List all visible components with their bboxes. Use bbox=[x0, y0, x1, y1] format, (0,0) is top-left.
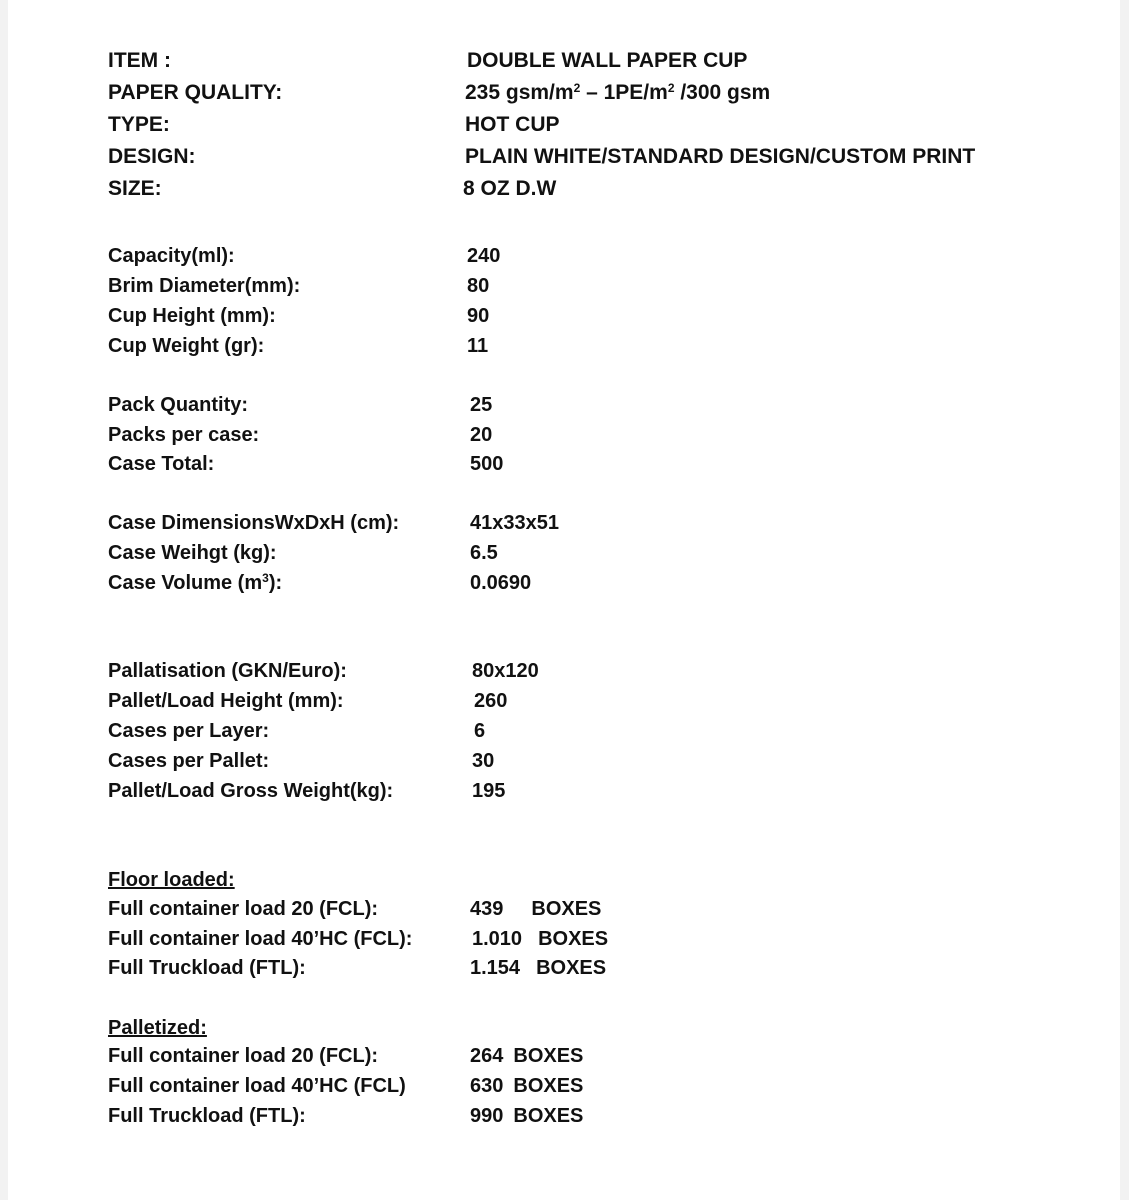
spec-row bbox=[108, 242, 1108, 270]
spec-value: 25 bbox=[470, 394, 493, 416]
load-label: Full container load 40’HC (FCL): bbox=[108, 928, 413, 950]
spec-label: Cases per Layer: bbox=[108, 720, 270, 742]
spec-value: 6 bbox=[474, 720, 486, 742]
spec-value: 11 bbox=[467, 335, 489, 357]
spec-label: Packs per case: bbox=[108, 424, 260, 446]
type-value: HOT CUP bbox=[465, 113, 560, 136]
spec-value: 20 bbox=[470, 424, 493, 446]
spec-row bbox=[108, 717, 1108, 745]
type-row bbox=[108, 111, 1108, 139]
spec-label: Pallatisation (GKN/Euro): bbox=[108, 660, 347, 682]
item-label: ITEM : bbox=[108, 49, 171, 72]
spec-label: Cup Weight (gr): bbox=[108, 335, 265, 357]
item-value: DOUBLE WALL PAPER CUP bbox=[467, 49, 748, 72]
case-dimensions-value: 41x33x51 bbox=[470, 512, 559, 534]
spec-value: 80 bbox=[467, 275, 490, 297]
load-unit: BOXES bbox=[531, 898, 602, 920]
load-value: 1.010 BOXES bbox=[472, 928, 609, 950]
load-value: 630 BOXES bbox=[470, 1075, 584, 1097]
case-volume-row bbox=[108, 569, 1108, 597]
case-weight-value: 6.5 bbox=[470, 542, 498, 564]
spec-value: 30 bbox=[472, 750, 495, 772]
type-label: TYPE: bbox=[108, 113, 170, 136]
load-unit: BOXES bbox=[513, 1075, 584, 1097]
load-value: 264 BOXES bbox=[470, 1045, 584, 1067]
spec-row bbox=[108, 332, 1108, 360]
floor-loaded-title: Floor loaded: bbox=[108, 869, 235, 891]
load-label: Full container load 20 (FCL): bbox=[108, 1045, 379, 1067]
spec-row bbox=[108, 391, 1108, 419]
document-page bbox=[8, 0, 1120, 1200]
size-row bbox=[108, 175, 1108, 203]
spec-label: Pallet/Load Gross Weight(kg): bbox=[108, 780, 394, 802]
spec-label: Case Total: bbox=[108, 453, 215, 475]
item-row bbox=[108, 47, 1108, 75]
spec-label: Capacity(ml): bbox=[108, 245, 235, 267]
spec-row bbox=[108, 450, 1108, 478]
load-unit: BOXES bbox=[513, 1105, 584, 1127]
spec-label: Cup Height (mm): bbox=[108, 305, 276, 327]
load-label: Full Truckload (FTL): bbox=[108, 1105, 306, 1127]
spec-row bbox=[108, 777, 1108, 805]
palletized-title: Palletized: bbox=[108, 1017, 207, 1039]
spec-row bbox=[108, 272, 1108, 300]
spec-value: 80x120 bbox=[472, 660, 539, 682]
load-label: Full Truckload (FTL): bbox=[108, 957, 306, 979]
spec-row bbox=[108, 747, 1108, 775]
load-row bbox=[108, 1102, 1108, 1130]
load-row bbox=[108, 1072, 1108, 1100]
load-row bbox=[108, 1042, 1108, 1070]
paper-quality-label: PAPER QUALITY: bbox=[108, 81, 283, 104]
load-unit: BOXES bbox=[513, 1045, 584, 1067]
load-label: Full container load 40’HC (FCL) bbox=[108, 1075, 406, 1097]
spec-label: Brim Diameter(mm): bbox=[108, 275, 301, 297]
case-dimensions-label: Case DimensionsWxDxH (cm): bbox=[108, 512, 400, 534]
spec-row bbox=[108, 421, 1108, 449]
load-unit: BOXES bbox=[538, 928, 609, 950]
spec-value: 260 bbox=[474, 690, 508, 712]
load-value: 1.154 BOXES bbox=[470, 957, 607, 979]
load-row bbox=[108, 954, 1108, 982]
design-row bbox=[108, 143, 1108, 171]
load-row bbox=[108, 895, 1108, 923]
spec-row bbox=[108, 302, 1108, 330]
case-weight-row bbox=[108, 539, 1108, 567]
spec-label: Pack Quantity: bbox=[108, 394, 249, 416]
size-label: SIZE: bbox=[108, 177, 162, 200]
spec-label: Cases per Pallet: bbox=[108, 750, 270, 772]
spec-value: 500 bbox=[470, 453, 504, 475]
spec-row bbox=[108, 657, 1108, 685]
load-label: Full container load 20 (FCL): bbox=[108, 898, 379, 920]
load-value: 439 BOXES bbox=[470, 898, 602, 920]
design-label: DESIGN: bbox=[108, 145, 196, 168]
case-volume-label: Case Volume $(m^3)$: bbox=[108, 571, 283, 594]
load-value: 990 BOXES bbox=[470, 1105, 584, 1127]
case-weight-label: Case Weihgt (kg): bbox=[108, 542, 277, 564]
case-volume-value: 0.0690 bbox=[470, 572, 532, 594]
spec-label: Pallet/Load Height (mm): bbox=[108, 690, 344, 712]
spec-value: 195 bbox=[472, 780, 506, 802]
paper-quality-value: 235 gsm/$m^2 - 1PE/m^2$ /300 gsm bbox=[465, 81, 771, 104]
paper-quality-row bbox=[108, 79, 1108, 107]
design-value: PLAIN WHITE/STANDARD DESIGN/CUSTOM PRINT bbox=[465, 145, 976, 168]
spec-value: 240 bbox=[467, 245, 501, 267]
spec-value: 90 bbox=[467, 305, 490, 327]
size-value: 8 OZ D.W bbox=[463, 177, 557, 200]
load-row bbox=[108, 925, 1108, 953]
case-dimensions-row bbox=[108, 509, 1108, 537]
load-unit: BOXES bbox=[536, 957, 607, 979]
spec-row bbox=[108, 687, 1108, 715]
